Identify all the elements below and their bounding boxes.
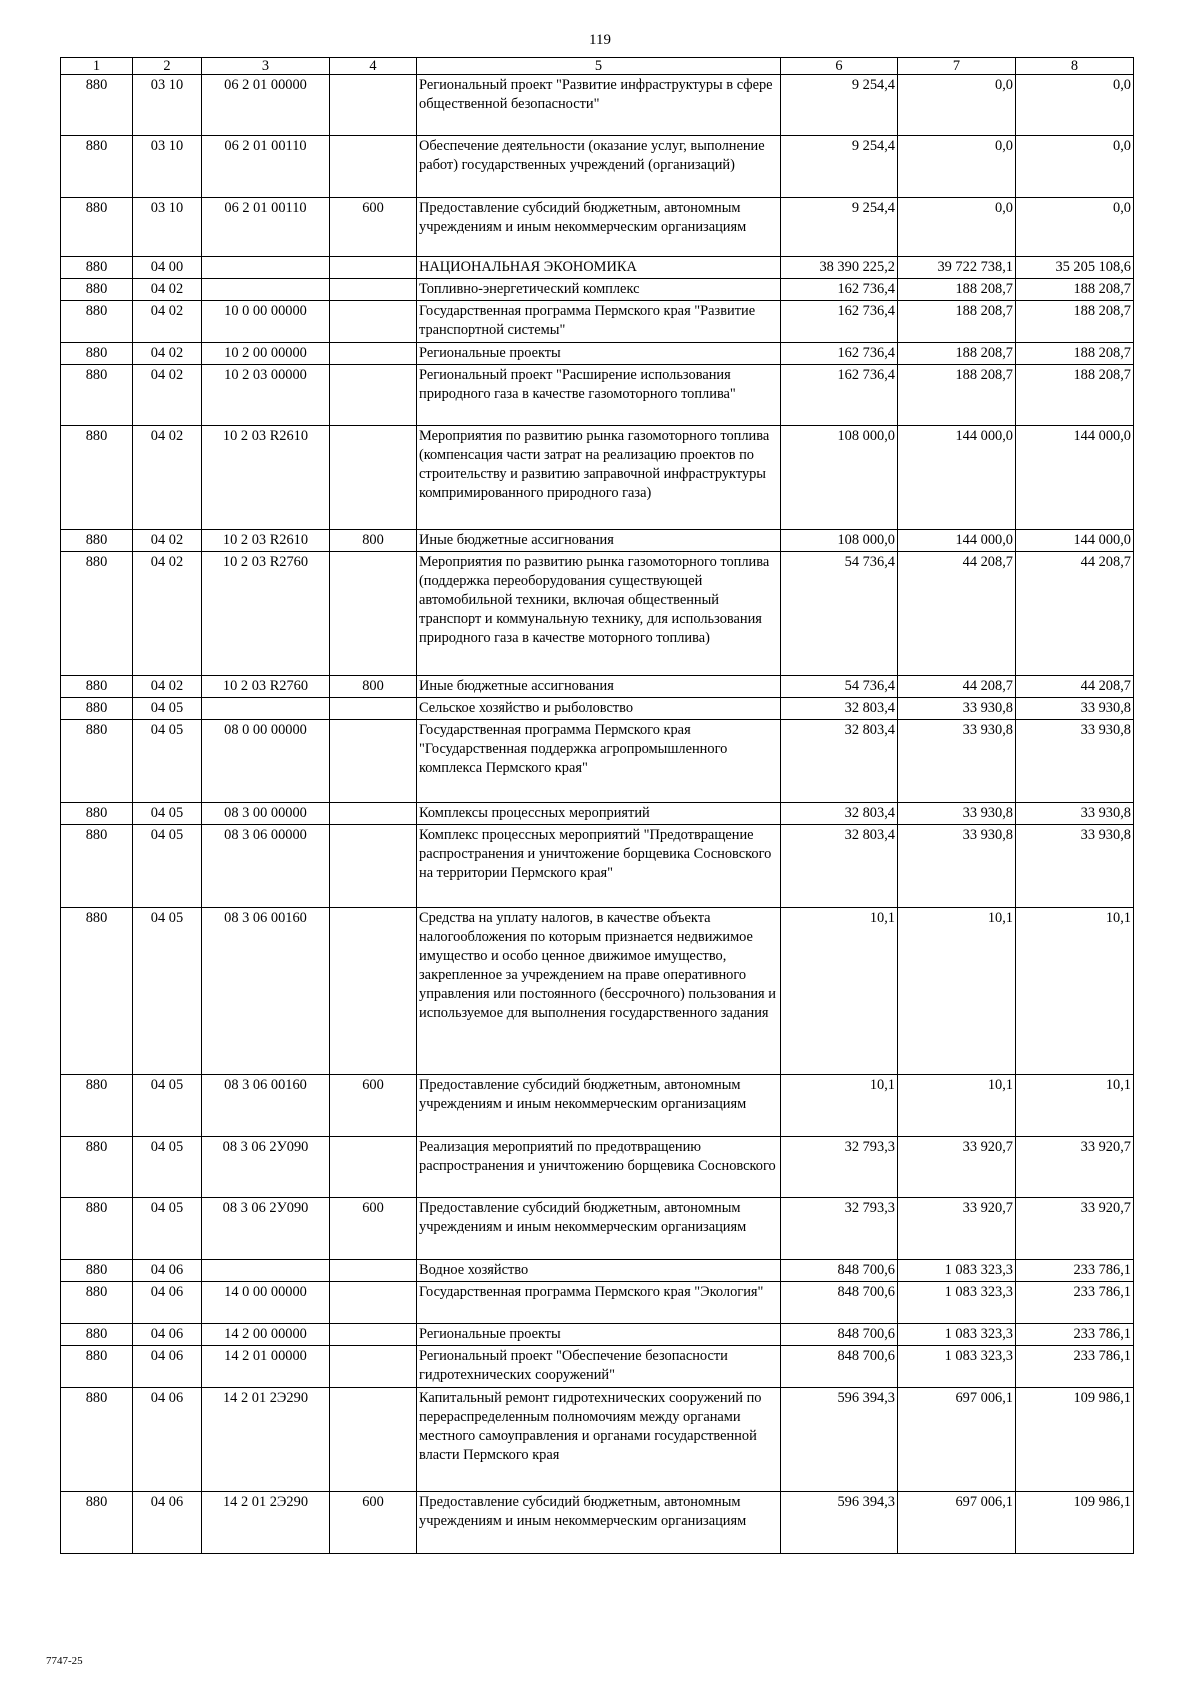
cell-amount-8: 33 930,8 <box>1016 803 1134 825</box>
col-header-3: 3 <box>202 58 330 75</box>
cell-expense-type <box>330 803 417 825</box>
cell-amount-7: 0,0 <box>898 136 1016 198</box>
cell-target-article <box>202 279 330 301</box>
cell-section: 04 02 <box>133 365 202 426</box>
cell-description: Предоставление субсидий бюджетным, автономным учреждениям и иным некоммерческим организациям <box>417 1075 781 1137</box>
cell-section: 04 05 <box>133 1075 202 1137</box>
table-row <box>61 279 1134 301</box>
cell-target-article: 10 2 03 00000 <box>202 365 330 426</box>
cell-description: Государственная программа Пермского края "Государственная поддержка агропромышленного комплекса Пермского края" <box>417 720 781 803</box>
table-header-row <box>61 58 1134 75</box>
cell-description: Водное хозяйство <box>417 1260 781 1282</box>
cell-description: Комплекс процессных мероприятий "Предотвращение распространения и уничтожение борщевика Сосновского на территории Пермского края" <box>417 825 781 908</box>
table-row <box>61 75 1134 136</box>
cell-expense-type <box>330 825 417 908</box>
cell-amount-6: 32 793,3 <box>781 1137 898 1198</box>
cell-amount-8: 33 930,8 <box>1016 825 1134 908</box>
cell-expense-type <box>330 365 417 426</box>
cell-target-article: 14 2 00 00000 <box>202 1324 330 1346</box>
cell-description: Предоставление субсидий бюджетным, автономным учреждениям и иным некоммерческим организациям <box>417 1492 781 1554</box>
cell-ministry-code: 880 <box>61 1324 133 1346</box>
cell-ministry-code: 880 <box>61 279 133 301</box>
cell-amount-7: 188 208,7 <box>898 365 1016 426</box>
cell-ministry-code: 880 <box>61 1346 133 1388</box>
cell-amount-8: 109 986,1 <box>1016 1388 1134 1492</box>
cell-amount-8: 144 000,0 <box>1016 530 1134 552</box>
cell-amount-8: 10,1 <box>1016 1075 1134 1137</box>
cell-description: Топливно-энергетический комплекс <box>417 279 781 301</box>
cell-expense-type: 600 <box>330 1492 417 1554</box>
cell-ministry-code: 880 <box>61 426 133 530</box>
cell-expense-type <box>330 75 417 136</box>
cell-amount-6: 10,1 <box>781 908 898 1075</box>
cell-ministry-code: 880 <box>61 698 133 720</box>
table-row <box>61 803 1134 825</box>
cell-description: Государственная программа Пермского края "Экология" <box>417 1282 781 1324</box>
cell-description: Капитальный ремонт гидротехнических сооружений по перераспределенным полномочиям между органами местного самоуправления и органами государственной власти Пермского края <box>417 1388 781 1492</box>
document-code: 7747-25 <box>46 1655 83 1667</box>
cell-target-article: 10 0 00 00000 <box>202 301 330 343</box>
table-row <box>61 1492 1134 1554</box>
table-row <box>61 1137 1134 1198</box>
cell-description: Предоставление субсидий бюджетным, автономным учреждениям и иным некоммерческим организациям <box>417 198 781 257</box>
cell-amount-8: 0,0 <box>1016 198 1134 257</box>
table-row <box>61 1198 1134 1260</box>
table-row <box>61 1346 1134 1388</box>
cell-expense-type <box>330 1137 417 1198</box>
table-row <box>61 1260 1134 1282</box>
cell-amount-8: 188 208,7 <box>1016 343 1134 365</box>
cell-section: 03 10 <box>133 136 202 198</box>
table-row <box>61 825 1134 908</box>
cell-amount-7: 1 083 323,3 <box>898 1324 1016 1346</box>
cell-ministry-code: 880 <box>61 257 133 279</box>
cell-target-article: 14 2 01 00000 <box>202 1346 330 1388</box>
table-row <box>61 343 1134 365</box>
cell-ministry-code: 880 <box>61 1282 133 1324</box>
cell-description: Мероприятия по развитию рынка газомоторного топлива (компенсация части затрат на реализацию проектов по строительству и развитию заправочной инфраструктуры компримированного природного газа) <box>417 426 781 530</box>
cell-ministry-code: 880 <box>61 1492 133 1554</box>
cell-amount-6: 848 700,6 <box>781 1282 898 1324</box>
cell-amount-6: 108 000,0 <box>781 426 898 530</box>
cell-target-article: 10 2 00 00000 <box>202 343 330 365</box>
table-row <box>61 552 1134 676</box>
table-row <box>61 365 1134 426</box>
cell-ministry-code: 880 <box>61 365 133 426</box>
col-header-7: 7 <box>898 58 1016 75</box>
table-row <box>61 676 1134 698</box>
cell-expense-type <box>330 908 417 1075</box>
cell-target-article: 10 2 03 R2610 <box>202 530 330 552</box>
cell-amount-6: 848 700,6 <box>781 1260 898 1282</box>
cell-expense-type <box>330 136 417 198</box>
budget-table <box>60 57 1134 1554</box>
cell-target-article: 08 0 00 00000 <box>202 720 330 803</box>
cell-description: Комплексы процессных мероприятий <box>417 803 781 825</box>
cell-expense-type <box>330 1324 417 1346</box>
cell-target-article <box>202 1260 330 1282</box>
cell-description: Иные бюджетные ассигнования <box>417 530 781 552</box>
cell-ministry-code: 880 <box>61 825 133 908</box>
cell-amount-7: 144 000,0 <box>898 530 1016 552</box>
table-row <box>61 698 1134 720</box>
cell-amount-7: 10,1 <box>898 908 1016 1075</box>
cell-amount-8: 33 920,7 <box>1016 1198 1134 1260</box>
cell-ministry-code: 880 <box>61 301 133 343</box>
cell-amount-6: 38 390 225,2 <box>781 257 898 279</box>
cell-target-article: 14 2 01 2Э290 <box>202 1492 330 1554</box>
cell-section: 04 05 <box>133 908 202 1075</box>
col-header-2: 2 <box>133 58 202 75</box>
cell-amount-7: 10,1 <box>898 1075 1016 1137</box>
table-row <box>61 720 1134 803</box>
cell-expense-type: 800 <box>330 530 417 552</box>
cell-amount-8: 44 208,7 <box>1016 676 1134 698</box>
col-header-5: 5 <box>417 58 781 75</box>
cell-amount-6: 162 736,4 <box>781 301 898 343</box>
cell-target-article: 08 3 06 00160 <box>202 908 330 1075</box>
cell-amount-6: 162 736,4 <box>781 365 898 426</box>
cell-section: 04 02 <box>133 343 202 365</box>
cell-expense-type: 800 <box>330 676 417 698</box>
cell-amount-8: 233 786,1 <box>1016 1346 1134 1388</box>
cell-ministry-code: 880 <box>61 1137 133 1198</box>
table-body <box>61 75 1134 1554</box>
cell-amount-6: 9 254,4 <box>781 136 898 198</box>
cell-expense-type <box>330 698 417 720</box>
cell-ministry-code: 880 <box>61 908 133 1075</box>
cell-ministry-code: 880 <box>61 720 133 803</box>
cell-amount-7: 0,0 <box>898 198 1016 257</box>
cell-target-article: 08 3 06 00000 <box>202 825 330 908</box>
cell-ministry-code: 880 <box>61 530 133 552</box>
cell-expense-type: 600 <box>330 1198 417 1260</box>
cell-section: 04 06 <box>133 1282 202 1324</box>
cell-ministry-code: 880 <box>61 552 133 676</box>
cell-amount-6: 848 700,6 <box>781 1346 898 1388</box>
cell-amount-6: 9 254,4 <box>781 75 898 136</box>
cell-ministry-code: 880 <box>61 1388 133 1492</box>
cell-amount-6: 54 736,4 <box>781 676 898 698</box>
cell-section: 04 05 <box>133 720 202 803</box>
cell-target-article: 14 0 00 00000 <box>202 1282 330 1324</box>
cell-amount-8: 44 208,7 <box>1016 552 1134 676</box>
cell-amount-8: 188 208,7 <box>1016 279 1134 301</box>
table-row <box>61 301 1134 343</box>
cell-amount-8: 33 920,7 <box>1016 1137 1134 1198</box>
col-header-6: 6 <box>781 58 898 75</box>
cell-ministry-code: 880 <box>61 343 133 365</box>
cell-amount-6: 32 803,4 <box>781 825 898 908</box>
cell-description: Средства на уплату налогов, в качестве объекта налогообложения по которым признается недвижимое имущество и особо ценное движимое имущество, закрепленное за учреждением на праве оперативного управления или постоянного (бессрочного) пользования и используемое для выполнения государственного задания <box>417 908 781 1075</box>
cell-section: 04 02 <box>133 676 202 698</box>
cell-expense-type <box>330 301 417 343</box>
cell-description: Обеспечение деятельности (оказание услуг, выполнение работ) государственных учреждений (организаций) <box>417 136 781 198</box>
cell-section: 04 02 <box>133 426 202 530</box>
cell-amount-7: 44 208,7 <box>898 676 1016 698</box>
cell-section: 04 05 <box>133 1137 202 1198</box>
cell-section: 04 06 <box>133 1492 202 1554</box>
cell-amount-8: 188 208,7 <box>1016 301 1134 343</box>
cell-amount-7: 188 208,7 <box>898 301 1016 343</box>
cell-target-article: 10 2 03 R2760 <box>202 552 330 676</box>
cell-section: 04 02 <box>133 279 202 301</box>
cell-ministry-code: 880 <box>61 1198 133 1260</box>
cell-amount-7: 188 208,7 <box>898 279 1016 301</box>
table-row <box>61 530 1134 552</box>
cell-amount-6: 32 793,3 <box>781 1198 898 1260</box>
cell-ministry-code: 880 <box>61 75 133 136</box>
table-row <box>61 136 1134 198</box>
table-row <box>61 1388 1134 1492</box>
cell-amount-8: 188 208,7 <box>1016 365 1134 426</box>
cell-ministry-code: 880 <box>61 198 133 257</box>
cell-amount-7: 33 930,8 <box>898 803 1016 825</box>
cell-amount-7: 697 006,1 <box>898 1388 1016 1492</box>
cell-amount-7: 0,0 <box>898 75 1016 136</box>
cell-amount-8: 233 786,1 <box>1016 1282 1134 1324</box>
cell-amount-6: 596 394,3 <box>781 1492 898 1554</box>
cell-section: 03 10 <box>133 75 202 136</box>
page-number: 119 <box>589 32 611 48</box>
col-header-4: 4 <box>330 58 417 75</box>
cell-expense-type <box>330 426 417 530</box>
col-header-1: 1 <box>61 58 133 75</box>
cell-section: 04 06 <box>133 1324 202 1346</box>
cell-ministry-code: 880 <box>61 676 133 698</box>
cell-ministry-code: 880 <box>61 1260 133 1282</box>
cell-ministry-code: 880 <box>61 803 133 825</box>
cell-amount-6: 162 736,4 <box>781 343 898 365</box>
table-row <box>61 1282 1134 1324</box>
cell-amount-7: 1 083 323,3 <box>898 1346 1016 1388</box>
cell-section: 04 06 <box>133 1388 202 1492</box>
table-row <box>61 1075 1134 1137</box>
table-row <box>61 1324 1134 1346</box>
cell-amount-7: 33 920,7 <box>898 1198 1016 1260</box>
cell-amount-7: 44 208,7 <box>898 552 1016 676</box>
cell-amount-8: 33 930,8 <box>1016 720 1134 803</box>
cell-description: Региональный проект "Расширение использования природного газа в качестве газомоторного топлива" <box>417 365 781 426</box>
cell-amount-7: 144 000,0 <box>898 426 1016 530</box>
cell-amount-7: 33 930,8 <box>898 720 1016 803</box>
cell-expense-type <box>330 1282 417 1324</box>
cell-target-article: 10 2 03 R2610 <box>202 426 330 530</box>
cell-amount-8: 33 930,8 <box>1016 698 1134 720</box>
cell-expense-type <box>330 552 417 676</box>
cell-target-article <box>202 698 330 720</box>
cell-amount-6: 596 394,3 <box>781 1388 898 1492</box>
cell-expense-type <box>330 720 417 803</box>
cell-target-article: 06 2 01 00110 <box>202 136 330 198</box>
cell-amount-6: 848 700,6 <box>781 1324 898 1346</box>
cell-amount-7: 697 006,1 <box>898 1492 1016 1554</box>
cell-amount-8: 144 000,0 <box>1016 426 1134 530</box>
cell-section: 04 02 <box>133 301 202 343</box>
cell-description: Сельское хозяйство и рыболовство <box>417 698 781 720</box>
cell-amount-6: 32 803,4 <box>781 720 898 803</box>
cell-description: Реализация мероприятий по предотвращению распространения и уничтожению борщевика Сосновского <box>417 1137 781 1198</box>
cell-description: Региональный проект "Развитие инфраструктуры в сфере общественной безопасности" <box>417 75 781 136</box>
cell-expense-type <box>330 343 417 365</box>
cell-target-article: 08 3 00 00000 <box>202 803 330 825</box>
cell-amount-6: 32 803,4 <box>781 803 898 825</box>
table-row <box>61 198 1134 257</box>
cell-amount-7: 188 208,7 <box>898 343 1016 365</box>
cell-section: 04 05 <box>133 1198 202 1260</box>
cell-amount-8: 233 786,1 <box>1016 1324 1134 1346</box>
cell-target-article <box>202 257 330 279</box>
cell-amount-8: 35 205 108,6 <box>1016 257 1134 279</box>
cell-description: Региональные проекты <box>417 343 781 365</box>
cell-amount-8: 109 986,1 <box>1016 1492 1134 1554</box>
cell-amount-7: 33 930,8 <box>898 825 1016 908</box>
cell-ministry-code: 880 <box>61 1075 133 1137</box>
cell-description: Предоставление субсидий бюджетным, автономным учреждениям и иным некоммерческим организациям <box>417 1198 781 1260</box>
cell-ministry-code: 880 <box>61 136 133 198</box>
cell-section: 04 02 <box>133 552 202 676</box>
cell-expense-type <box>330 279 417 301</box>
col-header-8: 8 <box>1016 58 1134 75</box>
cell-amount-6: 162 736,4 <box>781 279 898 301</box>
cell-expense-type: 600 <box>330 1075 417 1137</box>
cell-section: 04 06 <box>133 1260 202 1282</box>
cell-description: Государственная программа Пермского края "Развитие транспортной системы" <box>417 301 781 343</box>
cell-description: НАЦИОНАЛЬНАЯ ЭКОНОМИКА <box>417 257 781 279</box>
cell-amount-7: 33 930,8 <box>898 698 1016 720</box>
cell-target-article: 08 3 06 2У090 <box>202 1137 330 1198</box>
cell-amount-6: 9 254,4 <box>781 198 898 257</box>
cell-amount-8: 0,0 <box>1016 136 1134 198</box>
cell-section: 04 00 <box>133 257 202 279</box>
cell-expense-type <box>330 1388 417 1492</box>
cell-amount-6: 108 000,0 <box>781 530 898 552</box>
cell-amount-7: 1 083 323,3 <box>898 1260 1016 1282</box>
cell-amount-6: 10,1 <box>781 1075 898 1137</box>
table-row <box>61 426 1134 530</box>
cell-amount-6: 54 736,4 <box>781 552 898 676</box>
cell-target-article: 08 3 06 2У090 <box>202 1198 330 1260</box>
cell-description: Региональные проекты <box>417 1324 781 1346</box>
cell-amount-8: 10,1 <box>1016 908 1134 1075</box>
cell-target-article: 08 3 06 00160 <box>202 1075 330 1137</box>
cell-amount-6: 32 803,4 <box>781 698 898 720</box>
cell-section: 04 05 <box>133 803 202 825</box>
cell-section: 04 05 <box>133 698 202 720</box>
cell-description: Мероприятия по развитию рынка газомоторного топлива (поддержка переоборудования существующей автомобильной техники, включая общественный транспорт и коммунальную технику, для использования природного газа в качестве моторного топлива) <box>417 552 781 676</box>
cell-expense-type <box>330 1260 417 1282</box>
cell-target-article: 06 2 01 00110 <box>202 198 330 257</box>
cell-amount-8: 233 786,1 <box>1016 1260 1134 1282</box>
cell-expense-type: 600 <box>330 198 417 257</box>
cell-amount-7: 33 920,7 <box>898 1137 1016 1198</box>
cell-description: Региональный проект "Обеспечение безопасности гидротехнических сооружений" <box>417 1346 781 1388</box>
cell-amount-7: 1 083 323,3 <box>898 1282 1016 1324</box>
cell-expense-type <box>330 257 417 279</box>
cell-amount-7: 39 722 738,1 <box>898 257 1016 279</box>
cell-description: Иные бюджетные ассигнования <box>417 676 781 698</box>
cell-section: 04 05 <box>133 825 202 908</box>
table-row <box>61 908 1134 1075</box>
cell-target-article: 06 2 01 00000 <box>202 75 330 136</box>
cell-target-article: 14 2 01 2Э290 <box>202 1388 330 1492</box>
cell-expense-type <box>330 1346 417 1388</box>
cell-target-article: 10 2 03 R2760 <box>202 676 330 698</box>
cell-section: 04 02 <box>133 530 202 552</box>
cell-section: 03 10 <box>133 198 202 257</box>
table-row <box>61 257 1134 279</box>
cell-amount-8: 0,0 <box>1016 75 1134 136</box>
cell-section: 04 06 <box>133 1346 202 1388</box>
